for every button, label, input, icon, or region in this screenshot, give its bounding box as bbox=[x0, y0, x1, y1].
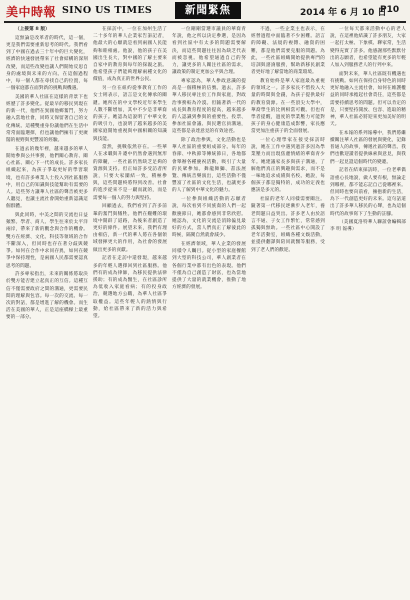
paragraph: 記者在結束採訪時，一位老華僑語重心長地說，做人要有根，無論走到哪裡，都不能忘記自己從哪裡來。但同時也要向前看，擁抱新的生活，為下一代創造更好的未來。這句話道出了許多華人移民的心聲，也為這個時代的故事寫下了生動的註腳。 bbox=[330, 168, 406, 217]
issue-date: 2014 年 6 月 10 日 bbox=[300, 8, 387, 18]
paragraph: 許多專家指出，未來的關係將取決於雙方能否建立起真正的互信。這種互信不僅需要政府之間的溝通，更需要民間的理解與包容。每一次的交流、每一次的對話，都是增進了解的機會。而生活在美國的華人，正是這座橋樑上最重要的一部分。 bbox=[6, 272, 88, 321]
paragraph: 不過，一些企業主也表示，在經營過程中面臨著不少困難。語言的障礙、法規的複雜、融資的困難，都是他們需要克服的問題。為此，一些社區組織開始提供專門的培訓與諮詢服務，幫助新移民創業者更好地了解當地的商業環境。 bbox=[251, 27, 325, 76]
paragraph: 一位參與組織活動的志願者說，每次看到不同族裔的人們一起歡慶節日，她都會感到非常欣慰。她認為，文化的交流是消除偏見最好的方式，當人們真正了解彼此的時候，隔閡自然就會減少。 bbox=[172, 197, 246, 239]
page-number: P10 bbox=[380, 5, 400, 15]
column-4 bbox=[251, 26, 325, 596]
paragraph: 專家認為，華人參政意識的提高是一個積極的信號。過去，許多華人移民專注於工作與家庭，對政治事務較為冷漠。但隨著新一代的成長與教育程度的提高，越來越多的人認識到參與的重要性。投票、參加社區會議、與民選官員溝通，這些都是表達意見的有效途徑。 bbox=[172, 78, 246, 135]
byline: （美國夏洛特華人聯誼會編輯部 李 明 報導） bbox=[330, 220, 406, 233]
paragraph: 一位心理學家在接受採訪時說，她在工作中遇到過許多因為學業壓力而出現焦慮情緒的華裔青少年。她建議家長多與孩子溝通，了解他們真正的興趣與需求，而不是一味地追求成績與名校。她說，每個孩子都是獨特的，成功的定義也應該是多元的。 bbox=[251, 138, 325, 194]
column-5 bbox=[330, 26, 406, 596]
newspaper-name-english: SINO US TIMES bbox=[62, 5, 153, 16]
paragraph: 在經濟領域，華人企業的發展同樣令人矚目。從小型的家庭餐館到大型的科技公司，華人創業者在各個行業中都有出色的表現。他們不僅為自己創造了財富，也為當地提供了大量的就業機會，推動了地方經濟的發展。 bbox=[172, 241, 246, 291]
column-1 bbox=[6, 26, 88, 596]
paragraph: 除了政治參與，文化活動也是華人社區的重要組成部分。每年的春節、中秋節等傳統節日，各地都會舉辦各種慶祝活動，吸引了大量的民眾參加。舞龍舞獅、書法展覽、傳統音樂演出，這些活動不僅豐富了社區的文化生活，也讓更多的人了解到中華文化的魅力。 bbox=[172, 138, 246, 194]
masthead-rule bbox=[4, 21, 406, 23]
paragraph: 面對未來，華人社區既有機遇也有挑戰。如何在保持自身特色的同時更好地融入主流社會，如何在維護權益的同時承擔起社會責任，這些都是需要持續思考的問題。但可以肯定的是，只要堅持開放、包容、進取的精神，華人社區必將迎來更加美好的明天。 bbox=[330, 71, 406, 128]
paragraph: 與此同時，中美之間的交流也日益頻繁。學者、商人、學生往來於太平洋兩岸，帶來了新的觀念與合作的機會。雙方在經濟、文化、科技等領域的合作不斷深入，但同時也存在著分歧與競爭。如何在合作中求同存異，如何在競爭中保持理性，是兩國人民都需要認真思考的問題。 bbox=[6, 213, 88, 269]
paragraph: 教育始終是華人家庭最為重視的領域之一。許多家長不惜投入大量的時間與金錢，為孩子提供最好的教育資源。在一些頂尖大學中，華裔學生的比例相當可觀。但也有學者提醒，過度的學業壓力可能對孩子的身心健康造成影響，家長應當更加注重孩子的全面發展。 bbox=[251, 78, 325, 135]
paragraph: 另一位在紐約從事教育工作的女士則表示，語言是文化傳承的關鍵。她所在的中文學校近年來學生人數不斷增加，其中不少是非華裔的孩子。她認為這說明了中華文化的吸引力，也說明了越來越多的美國家庭開始重視與中國相關的知識與技能。 bbox=[93, 86, 167, 142]
paragraph: 回顧過去，我們看到了許多前輩的奮鬥與犧牲。他們在艱難的環境中開辟了道路，為後來者創造了更好的條件。展望未來，我們有理由相信，新一代的華人將在各個領域發揮更大的作用，為社會的發展做出更多的貢獻。 bbox=[93, 204, 167, 253]
paragraph: 在採訪中，一位在加州生活了二十多年的華人企業家告訴記者，他最大的心願就是看到兩國人民能夠和睦相處。他說，他的孩子在美國出生長大，對中國的了解主要來自家中的教育與每年的探親之旅。他希望孩子們能夠理解兩種文化的價值，成為真正的世界公民。 bbox=[93, 27, 167, 83]
paragraph: 一位每天都來活動中心的老人說，在這裡他結識了許多朋友，大家一起打太極、下象棋、聊家常，生活變得充實了許多。他感謝那些默默付出的志願者，也希望能有更多的年輕人加入到服務老人的行列中來。 bbox=[330, 27, 406, 69]
paragraph: 在本報的系列報導中，我們將繼續關注華人社區的發展與變化，記錄普通人的故事，傳遞社區的聲音。我們也歡迎讀者提供線索與意見，與我們一起見證這個時代的變遷。 bbox=[330, 130, 406, 165]
column-3 bbox=[172, 26, 246, 596]
continued-note: （上接第 8 版） bbox=[15, 27, 50, 32]
paragraph: 社區的老年人同樣需要關注。隨著第一代移民逐漸步入老年，養老問題日益突出。許多老人由於語言不通、子女工作繁忙，常常感到孤獨與無助。一些社區中心開設了老年活動室，組織各種文娛活動，並提供翻譯與陪同就醫等服務，受到了老人們的歡迎。 bbox=[251, 197, 325, 253]
section-title: 新聞緊焦 bbox=[175, 2, 241, 19]
paragraph: 美國的華人社區在這樣的背景下也經歷了許多變化。從最早的移民到現在的新一代，他們在異國他鄉奮鬥，努力融入當地社會，同時又保留著自己的文化傳統。這種雙重身份讓他們在生活中常常面臨選擇，但也讓他們擁有了更廣闊的視野與更豐富的經驗。 bbox=[6, 94, 88, 144]
paragraph: 當然，挑戰依然存在。一些華人在求職與升遷中仍然會遇到無形的障礙，一些社區仍然缺乏足夠的資源與支持。但正如許多受訪者所說，只要大家團結一致，積極參與，這些問題終將得到改善。社會的進步從來不是一蹴而就的，而是需要每一個人的努力與堅持。 bbox=[93, 145, 167, 201]
paragraph: 這無論是改革者的時代，這一個，更是我們需要重新思考的時代。我們看到了中國在過去三十年中的巨大變化，經濟的快速發展帶來了社會結構的深刻改變，而這些改變也讓人們開始反思自身的處境與未來的方向。在這個過程中，每一個人都在尋找自己的位置，每一個家庭都在面對新的挑戰與機遇。 bbox=[6, 35, 88, 92]
masthead bbox=[0, 0, 410, 24]
paragraph: 在過去的幾年裡，越來越多的華人開始參與公共事務，他們關心教育、關心社區、關心下一代的成長。許多家長組織起來，為孩子爭取更好的學習環境，也有許多專業人士投入到社區服務中，用自己的知識與技能幫助有需要的人。這些努力讓華人社區的聲音被更多人聽見，也讓主流社會開始重新認識這個群體。 bbox=[6, 146, 88, 210]
column-2 bbox=[93, 26, 167, 596]
newspaper-name-chinese: 美中時報 bbox=[6, 5, 57, 19]
paragraph: 記者在走訪中還發現，越來越多的年輕人選擇回到社區服務。他們有的成為律師，為移民提供法律援助；有的成為醫生，在社區診所為低收入家庭看病；有的投身政治，競選地方公職，為華人社區爭取權益。這些年輕人的熱情與行動，給社區帶來了新的活力與希望。 bbox=[93, 256, 167, 319]
paragraph: 一位剛剛當選市議員的華裔青年說，他之所以決定參選，是因為看到社區中有太多的問題需要解決，而這些問題往往因為缺乏代表而被忽視。他希望通過自己的努力，讓更多的人關注社區的需求，讓政策的制定更加公平與合理。 bbox=[172, 27, 246, 76]
